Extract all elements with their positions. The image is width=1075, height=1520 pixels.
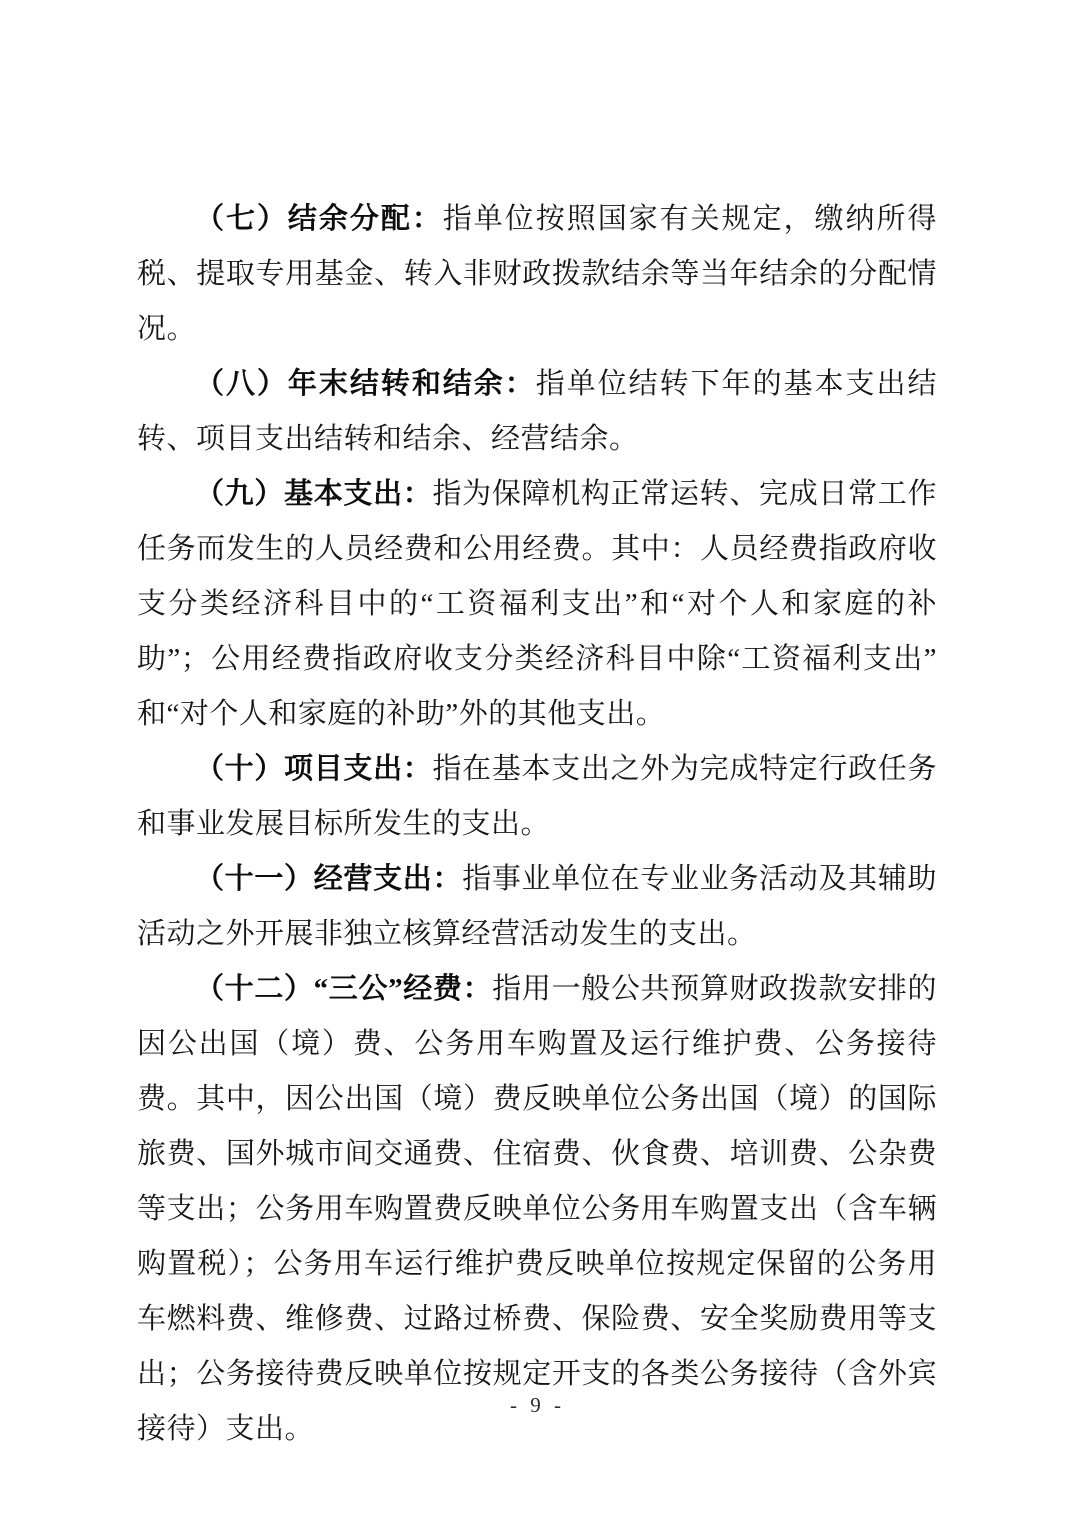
term-heading: （十一）经营支出：: [195, 863, 463, 895]
term-paragraph-10: [137, 742, 937, 852]
term-definition: 指用一般公共预算财政拨款安排的因公出国（境）费、公务用车购置及运行维护费、公务接待费。其中，因公出国（境）费反映单位公务出国（境）的国际旅费、国外城市间交通费、住宿费、伙食费、培训费、公杂费等支出；公务用车购置费反映单位公务用车购置支出（含车辆购置税）；公务用车运行维护费反映单位按规定保留的公务用车燃料费、维修费、过路过桥费、保险费、安全奖励费用等支出；公务接待费反映单位按规定开支的各类公务接待（含外宾接待）支出。: [137, 973, 937, 1445]
term-heading: （九）基本支出：: [195, 478, 433, 510]
term-definition: 指在基本支出之外为完成特定行政任务和事业发展目标所发生的支出。: [137, 753, 937, 840]
term-paragraph-11: [137, 852, 937, 962]
term-definition: 指单位结转下年的基本支出结转、项目支出结转和结余、经营结余。: [137, 368, 937, 455]
page-footer: [0, 1393, 1075, 1418]
term-paragraph-9: [137, 467, 937, 742]
term-definition: 指为保障机构正常运转、完成日常工作任务而发生的人员经费和公用经费。其中：人员经费指政府收支分类经济科目中的“工资福利支出”和“对个人和家庭的补助”；公用经费指政府收支分类经济科目中除“工资福利支出”和“对个人和家庭的补助”外的其他支出。: [137, 478, 937, 730]
page-number: - 9 -: [510, 1393, 565, 1417]
term-paragraph-12: [137, 962, 937, 1457]
term-definition: 指事业单位在专业业务活动及其辅助活动之外开展非独立核算经营活动发生的支出。: [137, 863, 937, 950]
term-heading: （八）年末结转和结余：: [195, 368, 536, 400]
term-heading: （十二）“三公”经费：: [195, 973, 493, 1005]
term-heading: （十）项目支出：: [195, 753, 433, 785]
term-paragraph-7: [137, 192, 937, 357]
term-paragraph-8: [137, 357, 937, 467]
term-heading: （七）结余分配：: [195, 203, 443, 235]
document-body: [137, 192, 937, 1457]
term-definition: 指单位按照国家有关规定，缴纳所得税、提取专用基金、转入非财政拨款结余等当年结余的分配情况。: [137, 203, 937, 345]
